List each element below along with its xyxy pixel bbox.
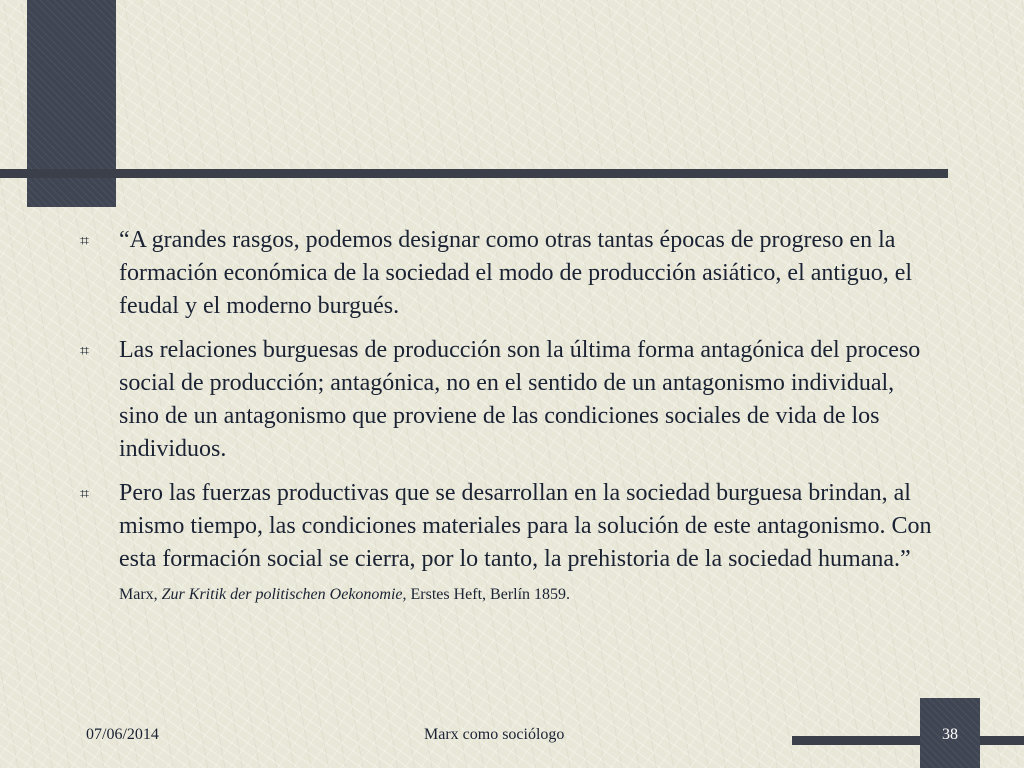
hash-bullet-icon: ⌗ xyxy=(80,486,90,503)
slide-footer xyxy=(0,722,1024,768)
hash-bullet-icon: ⌗ xyxy=(80,233,90,250)
citation-author: Marx, xyxy=(119,586,158,603)
footer-title: Marx como sociólogo xyxy=(424,726,565,743)
bullet-item xyxy=(80,477,940,609)
citation xyxy=(119,586,570,603)
hash-bullet-icon: ⌗ xyxy=(80,343,90,360)
bullet-text: Pero las fuerzas productivas que se desarrollan en la sociedad burguesa brindan, al mismo tiempo, las condiciones materiales para la solución de este antagonismo. Con esta formación social se cierra, por lo tanto, la prehistoria de la sociedad humana.” xyxy=(119,480,932,572)
bullet-item xyxy=(80,224,940,323)
footer-date: 07/06/2014 xyxy=(86,726,159,743)
bullet-text: Las relaciones burguesas de producción son la última forma antagónica del proceso social de producción; antagónica, no en el sentido de un antagonismo individual, sino de un antagonismo que proviene de las condiciones sociales de vida de los individuos. xyxy=(119,337,921,462)
bullet-item xyxy=(80,334,940,466)
citation-work: Zur Kritik der politischen Oekonomie xyxy=(161,586,403,603)
citation-rest: , Erstes Heft, Berlín 1859. xyxy=(402,586,571,603)
page-number: 38 xyxy=(942,726,958,743)
slide-body xyxy=(80,224,940,620)
decorative-top-bar xyxy=(0,169,948,178)
bullet-text: “A grandes rasgos, podemos designar como otras tantas épocas de progreso en la formación económica de la sociedad el modo de producción asiático, el antiguo, el feudal y el moderno burgués. xyxy=(119,227,913,319)
decorative-footer-bar xyxy=(792,736,1024,745)
